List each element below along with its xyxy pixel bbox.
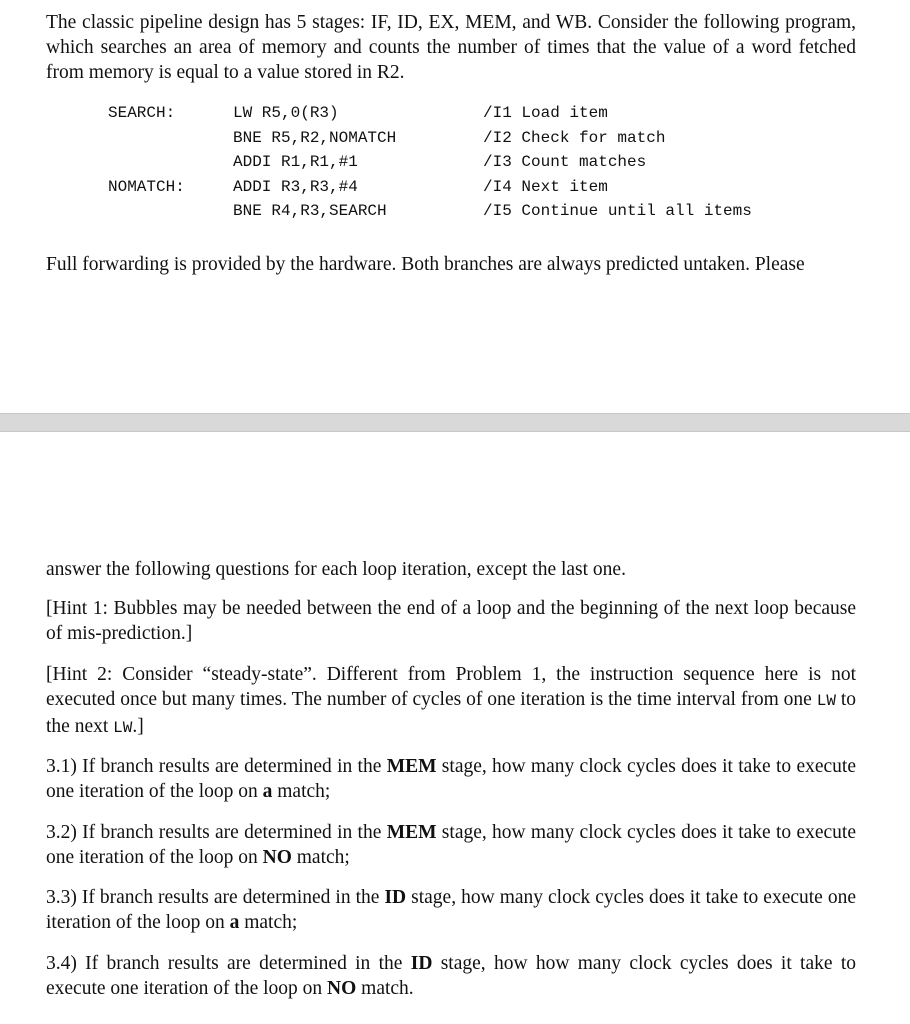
code-instruction: ADDI R3,R3,#4: [233, 177, 358, 196]
hint-2-text: [Hint 2: Consider “steady-state”. Different from Problem 1, the instruction sequence here is not executed once but many times. The number of cycles of one iteration is the time interval from one: [46, 664, 856, 710]
hint-2-code: LW: [816, 692, 836, 710]
code-comment: /I2 Check for match: [483, 128, 666, 147]
question-match: NO: [327, 978, 357, 999]
hint-2-text: to the next: [46, 689, 856, 737]
code-comment: /I4 Next item: [483, 177, 608, 196]
question-stage: MEM: [386, 822, 437, 843]
question-3-2: [46, 820, 856, 870]
question-text: 3.3) If branch results are determined in the: [46, 887, 385, 908]
hint-2-code: LW: [113, 719, 133, 737]
question-text: match;: [272, 781, 331, 802]
code-comments: [483, 101, 752, 224]
question-text: stage, how many clock cycles does it take to execute one iteration of the loop on: [46, 822, 857, 868]
question-match: a: [262, 781, 273, 802]
question-stage: ID: [384, 887, 407, 908]
intro-paragraph: The classic pipeline design has 5 stages: IF, ID, EX, MEM, and WB. Consider the following program, which searches an area of memory and counts the number of times that the value of a word fetched from memory is equal to a value stored in R2.: [46, 12, 856, 83]
code-comment: /I3 Count matches: [483, 153, 647, 171]
code-instructions: [233, 101, 396, 224]
code-label: SEARCH:: [108, 104, 176, 122]
question-3-3: [46, 885, 856, 935]
question-stage: ID: [410, 953, 433, 974]
page-separator: [0, 413, 910, 432]
code-instruction: BNE R4,R3,SEARCH: [233, 202, 387, 220]
code-labels: [108, 101, 185, 224]
question-match: a: [229, 912, 240, 933]
code-label: [108, 150, 185, 175]
code-instruction: ADDI R1,R1,#1: [233, 153, 358, 171]
code-instruction: BNE R5,R2,NOMATCH: [233, 128, 397, 147]
question-3-4: [46, 951, 856, 1001]
question-text: match.: [356, 978, 414, 999]
question-text: stage, how many clock cycles does it take to execute one iteration of the loop on: [46, 887, 857, 933]
code-comment: /I5 Continue until all items: [483, 202, 752, 220]
code-label: [108, 199, 185, 224]
code-label: [108, 126, 185, 151]
question-text: match;: [239, 912, 298, 933]
hint-1: [Hint 1: Bubbles may be needed between the end of a loop and the beginning of the next loop because of mis-prediction.]: [46, 598, 856, 644]
question-text: match;: [291, 847, 350, 868]
code-label: NOMATCH:: [108, 177, 185, 196]
question-text: 3.1) If branch results are determined in the: [46, 756, 387, 777]
question-text: 3.4) If branch results are determined in the: [46, 953, 411, 974]
hint-2-text: .]: [132, 716, 144, 737]
code-comment: /I1 Load item: [483, 104, 608, 122]
document-page-1: [0, 0, 910, 413]
forwarding-paragraph: Full forwarding is provided by the hardware. Both branches are always predicted untaken. Please: [46, 254, 805, 275]
question-3-1: [46, 754, 856, 804]
continuation-paragraph: answer the following questions for each loop iteration, except the last one.: [46, 559, 626, 580]
question-text: 3.2) If branch results are determined in the: [46, 822, 387, 843]
question-stage: MEM: [386, 756, 437, 777]
document-page-2: [0, 432, 910, 1024]
question-text: stage, how many clock cycles does it take to execute one iteration of the loop on: [46, 756, 857, 802]
question-text: stage, how how many clock cycles does it take to execute one iteration of the loop on: [46, 953, 857, 999]
hint-2: [46, 662, 856, 741]
code-instruction: LW R5,0(R3): [233, 104, 339, 122]
question-match: NO: [262, 847, 292, 868]
